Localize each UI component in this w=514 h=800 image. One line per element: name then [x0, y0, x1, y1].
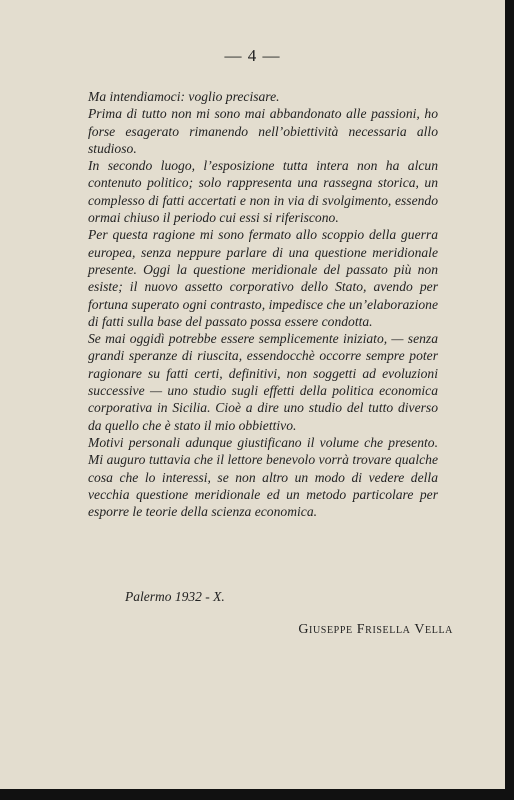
paragraph-3: In secondo luogo, l’esposizione tutta intera non ha alcun contenuto politico; solo rappresenta una rassegna storica, un complesso di fatti accertati e non in via di svolgimento, essendo ormai chiuso il periodo cui essi si riferiscono.: [88, 158, 438, 226]
body-text: [88, 88, 438, 520]
page-number: — 4 —: [224, 46, 281, 65]
paragraph-5: Se mai oggidì potrebbe essere semplicemente iniziato, — senza grandi speranze di riuscita, essendocchè occorre sempre poter ragionare su fatti certi, definitivi, non soggetti ad evoluzioni successive — uno studio sugli effetti della politica economica corporativa in Sicilia. Cioè a dire uno studio del tutto diverso da quello che è stato il mio obbiettivo.: [88, 331, 438, 433]
paragraph-2: Prima di tutto non mi sono mai abbandonato alle passioni, ho forse esagerato rimanendo nell’obiettività necessaria allo studioso.: [88, 106, 438, 156]
paragraph-1: Ma intendiamoci: voglio precisare.: [88, 89, 280, 104]
author-signature: Giuseppe Frisella Vella: [298, 622, 453, 637]
paragraph-6: Motivi personali adunque giustificano il volume che presento. Mi auguro tuttavia che il lettore benevolo vorrà trovare qualche cosa che lo interessi, se non altro un modo di vedere della vecchia questione meridionale ed un metodo particolare per esporre le teorie della scienza economica.: [88, 434, 438, 520]
page-bottom-shadow: [0, 789, 514, 800]
place-date: Palermo 1932 - X.: [125, 589, 225, 604]
paragraph-4: Per questa ragione mi sono fermato allo scoppio della guerra europea, senza neppure parlare di una questione meridionale presente. Oggi la questione meridionale del passato più non esiste; il nuovo assetto corporativo dello Stato, avendo per fortuna superato ogni contrasto, impedisce che un’elaborazione di fatti sulla base del passato possa essere condotta.: [88, 227, 438, 329]
page-gutter-shadow: [505, 0, 514, 800]
